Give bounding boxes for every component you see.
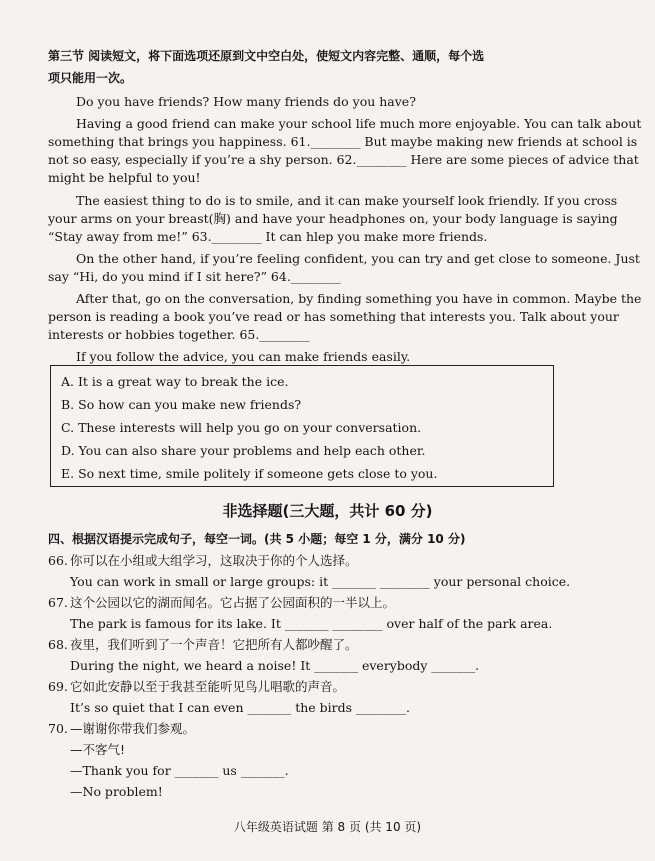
passage-p6: If you follow the advice, you can make friends easily. bbox=[76, 349, 411, 364]
passage-p3-line-1: The easiest thing to do is to smile, and it can make yourself look friendly. If you cross bbox=[76, 193, 618, 208]
question-chinese: 夜里，我们听到了一个声音！它把所有人都吵醒了。 bbox=[70, 637, 358, 652]
passage-p5-line-3: interests or hobbies together. 65.________ bbox=[48, 327, 310, 342]
question-number: 66. bbox=[48, 553, 68, 568]
passage-p2-line-3: not so easy, especially if you’re a shy person. 62.________ Here are some pieces of advice that bbox=[48, 152, 639, 167]
option-b: B. So how can you make new friends? bbox=[61, 397, 302, 412]
question-english: The park is famous for its lake. It _______ ________ over half of the park area. bbox=[70, 616, 553, 631]
question-english: During the night, we heard a noise! It _______ everybody _______. bbox=[70, 658, 480, 673]
question-chinese: —谢谢你带我们参观。 bbox=[70, 721, 196, 736]
passage-p4-line-1: On the other hand, if you’re feeling confident, you can try and get close to someone. Just bbox=[76, 251, 640, 266]
reply-english: —No problem! bbox=[70, 784, 163, 799]
question-number: 70. bbox=[48, 721, 68, 736]
question-english: You can work in small or large groups: it _______ ________ your personal choice. bbox=[70, 574, 571, 589]
question-chinese: 这个公园以它的湖而闻名。它占据了公园面积的一半以上。 bbox=[70, 595, 396, 610]
options-box bbox=[50, 365, 554, 487]
question-english: —Thank you for _______ us _______. bbox=[70, 763, 289, 778]
passage-p2-line-4: might be helpful to you! bbox=[48, 170, 201, 185]
reply-chinese: —不客气! bbox=[70, 742, 126, 757]
part4-heading: 四、根据汉语提示完成句子，每空一词。(共 5 小题；每空 1 分，满分 10 分) bbox=[48, 532, 466, 546]
option-a: A. It is a great way to break the ice. bbox=[61, 374, 289, 389]
question-number: 67. bbox=[48, 595, 68, 610]
option-c: C. These interests will help you go on your conversation. bbox=[61, 420, 422, 435]
section-title: 非选择题(三大题，共计 60 分) bbox=[222, 502, 433, 520]
passage-p1: Do you have friends? How many friends do you have? bbox=[76, 94, 416, 109]
passage-p4-line-2: say “Hi, do you mind if I sit here?” 64.________ bbox=[48, 269, 341, 284]
passage-p3-line-3: “Stay away from me!” 63.________ It can hlep you make more friends. bbox=[48, 229, 488, 244]
page-footer: 八年级英语试题 第 8 页 (共 10 页) bbox=[233, 820, 422, 834]
instruction-line-1: 第三节 阅读短文，将下面选项还原到文中空白处，使短文内容完整、通顺，每个选 bbox=[48, 49, 485, 63]
option-d: D. You can also share your problems and help each other. bbox=[61, 443, 426, 458]
instruction-line-2: 项只能用一次。 bbox=[48, 71, 133, 85]
question-english: It’s so quiet that I can even _______ the birds ________. bbox=[70, 700, 410, 715]
question-chinese: 它如此安静以至于我甚至能听见鸟儿唱歌的声音。 bbox=[70, 679, 346, 694]
passage-p3-line-2: your arms on your breast(胸) and have your headphones on, your body language is saying bbox=[48, 211, 618, 226]
option-e: E. So next time, smile politely if someone gets close to you. bbox=[61, 466, 438, 481]
passage-p5-line-2: person is reading a book you’ve read or has something that interests you. Talk about your bbox=[48, 309, 619, 324]
question-chinese: 你可以在小组或大组学习，这取决于你的个人选择。 bbox=[70, 553, 358, 568]
question-number: 68. bbox=[48, 637, 68, 652]
passage-p5-line-1: After that, go on the conversation, by finding something you have in common. Maybe the bbox=[76, 291, 642, 306]
question-number: 69. bbox=[48, 679, 68, 694]
passage-p2-line-1: Having a good friend can make your school life much more enjoyable. You can talk about bbox=[76, 116, 642, 131]
passage-p2-line-2: something that brings you happiness. 61.________ But maybe making new friends at school is bbox=[48, 134, 638, 149]
